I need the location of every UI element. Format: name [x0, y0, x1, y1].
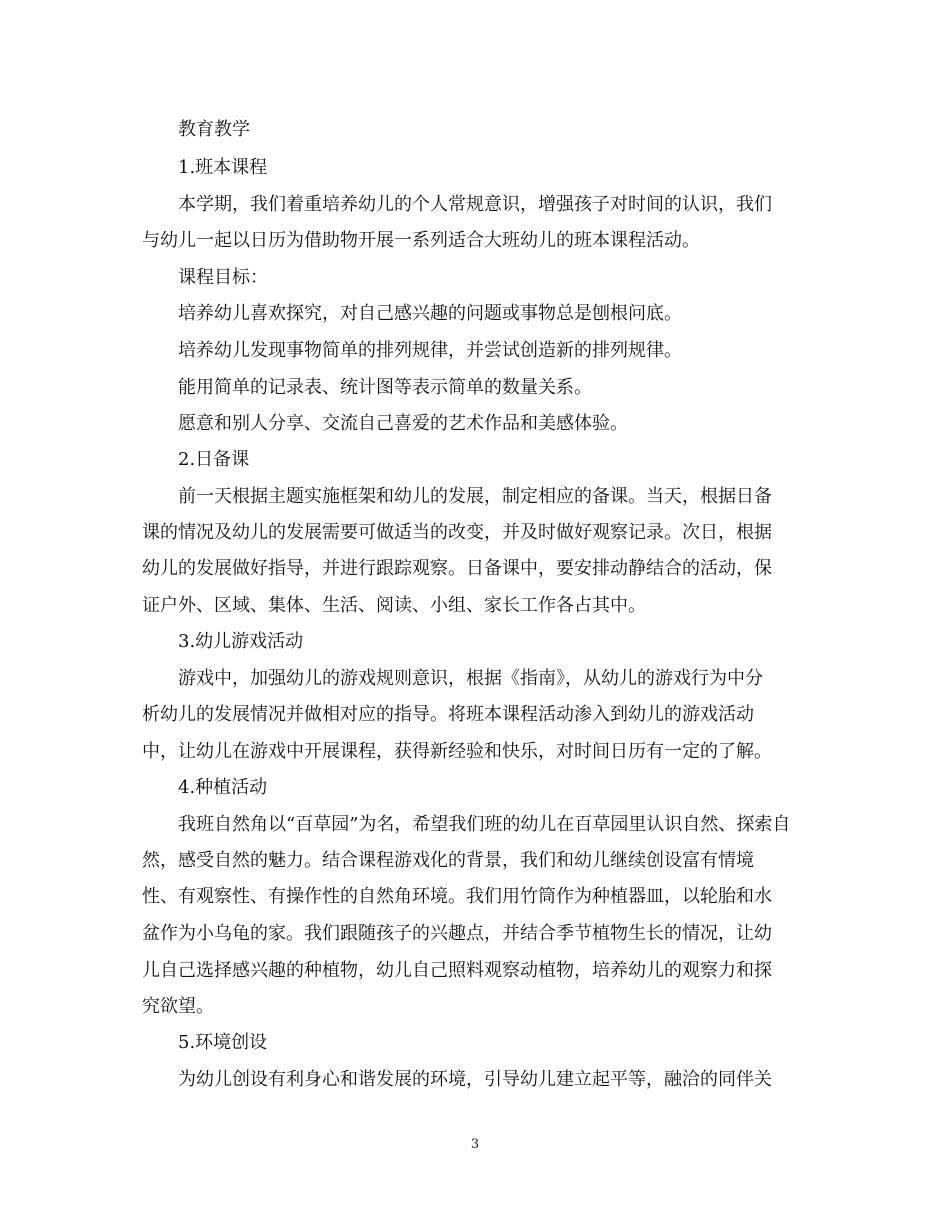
- paragraph-line: 培养幼儿喜欢探究，对自己感兴趣的问题或事物总是刨根问底。: [178, 303, 682, 324]
- paragraph-line: 培养幼儿发现事物简单的排列规律，并尝试创造新的排列规律。: [178, 340, 682, 361]
- paragraph-line: 为幼儿创设有利身心和谐发展的环境，引导幼儿建立起平等，融洽的同伴关: [178, 1069, 772, 1090]
- paragraph-line: 能用简单的记录表、统计图等表示简单的数量关系。: [178, 377, 592, 398]
- subsection-heading: 2.日备课: [178, 449, 250, 470]
- paragraph-line: 儿自己选择感兴趣的种植物，幼儿自己照料观察动植物，培养幼儿的观察力和探: [142, 960, 772, 981]
- paragraph-line: 游戏中，加强幼儿的游戏规则意识，根据《指南》，从幼儿的游戏行为中分: [178, 668, 763, 689]
- paragraph-line: 性、有观察性、有操作性的自然角环境。我们用竹筒作为种植器皿，以轮胎和水: [142, 886, 772, 907]
- subsection-heading: 3.幼儿游戏活动: [178, 631, 304, 652]
- subsection-heading: 5.环境创设: [178, 1032, 268, 1053]
- paragraph-line: 课的情况及幼儿的发展需要可做适当的改变，并及时做好观察记录。次日，根据: [142, 522, 772, 543]
- paragraph-line: 证户外、区域、集体、生活、阅读、小组、家长工作各占其中。: [142, 595, 646, 616]
- page-number: 3: [470, 1137, 480, 1152]
- subsection-heading: 4.种植活动: [178, 777, 268, 798]
- subsection-heading: 1.班本课程: [178, 157, 268, 178]
- paragraph-line: 本学期，我们着重培养幼儿的个人常规意识，增强孩子对时间的认识，我们: [178, 194, 772, 215]
- paragraph-line: 与幼儿一起以日历为借助物开展一系列适合大班幼儿的班本课程活动。: [142, 230, 700, 251]
- paragraph-line: 前一天根据主题实施框架和幼儿的发展，制定相应的备课。当天，根据日备: [178, 486, 772, 507]
- paragraph-line: 中，让幼儿在游戏中开展课程，获得新经验和快乐，对时间日历有一定的了解。: [142, 741, 772, 762]
- paragraph-line: 课程目标：: [178, 267, 268, 288]
- paragraph-line: 幼儿的发展做好指导，并进行跟踪观察。日备课中，要安排动静结合的活动，保: [142, 558, 772, 579]
- paragraph-line: 究欲望。: [142, 996, 214, 1017]
- paragraph-line: 析幼儿的发展情况并做相对应的指导。将班本课程活动渗入到幼儿的游戏活动: [142, 704, 754, 725]
- paragraph-line: 愿意和别人分享、交流自己喜爱的艺术作品和美感体验。: [178, 413, 628, 434]
- section-heading: 教育教学: [178, 119, 250, 140]
- paragraph-line: 盆作为小乌龟的家。我们跟随孩子的兴趣点，并结合季节植物生长的情况，让幼: [142, 923, 772, 944]
- paragraph-line: 然，感受自然的魅力。结合课程游戏化的背景，我们和幼儿继续创设富有情境: [142, 850, 754, 871]
- paragraph-line: 我班自然角以“百草园”为名，希望我们班的幼儿在百草园里认识自然、探索自: [178, 814, 791, 835]
